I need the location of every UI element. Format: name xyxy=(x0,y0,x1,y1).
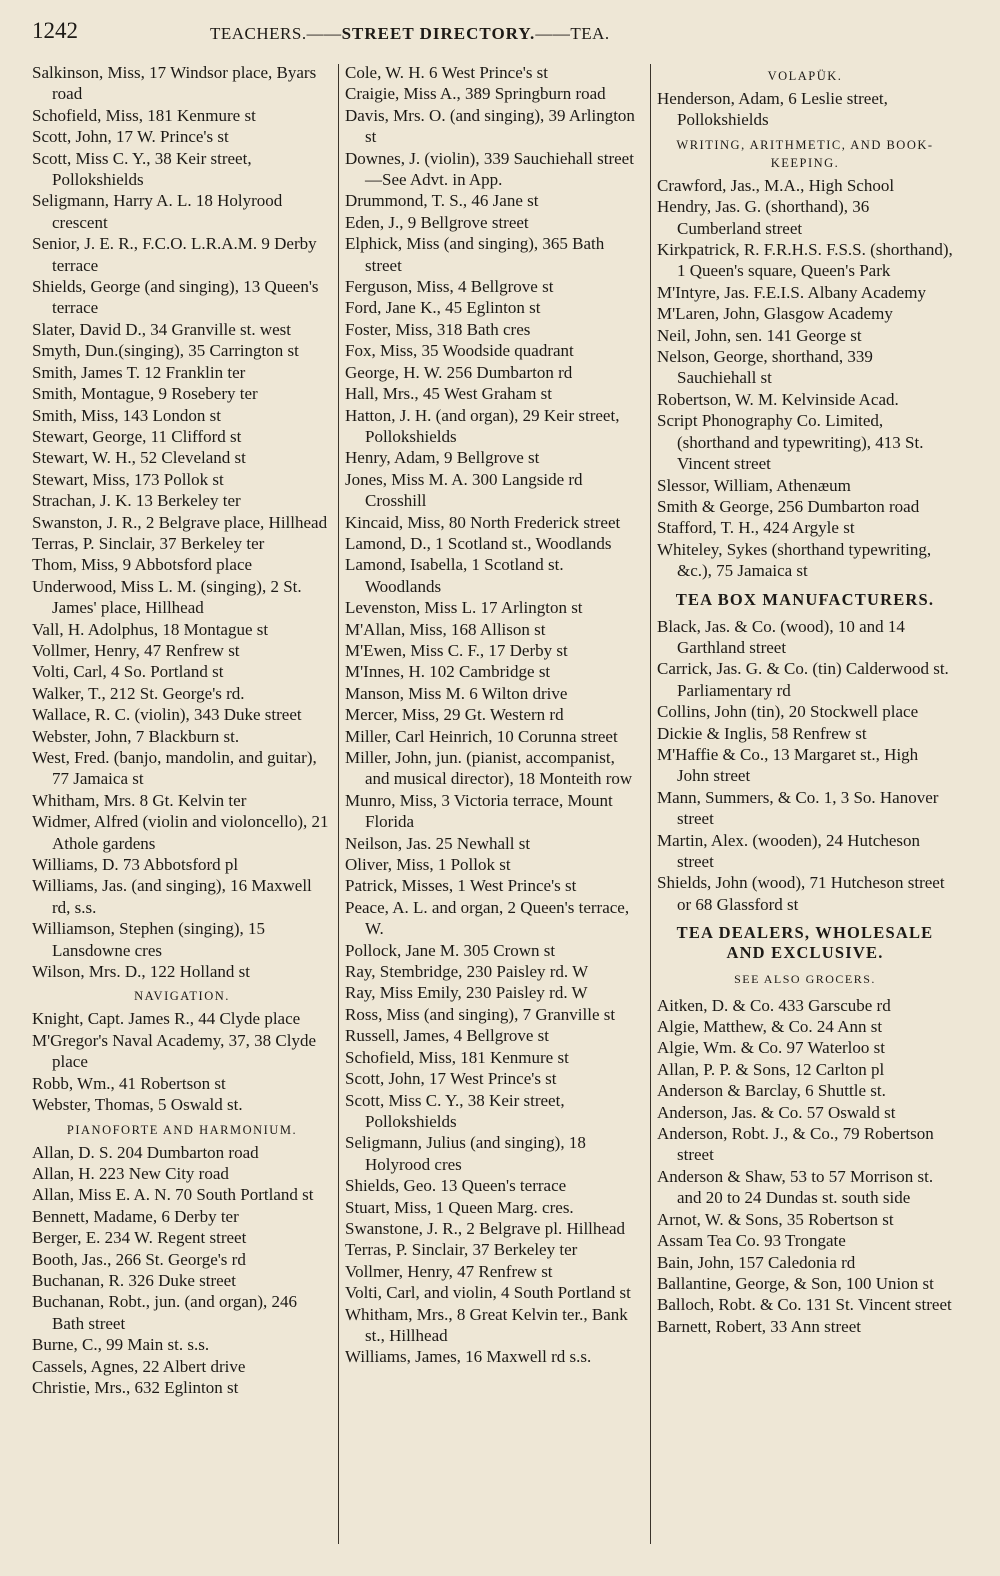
directory-entry: Scott, Miss C. Y., 38 Keir street, Pollokshields xyxy=(345,1090,565,1131)
directory-entry: Levenston, Miss L. 17 Arlington st xyxy=(345,598,583,618)
directory-entry: Salkinson, Miss, 17 Windsor place, Byars road xyxy=(32,63,317,104)
directory-entry: Knight, Capt. James R., 44 Clyde place xyxy=(32,1009,301,1029)
directory-entry: Henderson, Adam, 6 Leslie street, Pollokshields xyxy=(657,89,888,130)
page-number: 1242 xyxy=(32,18,78,43)
directory-entry: Ray, Stembridge, 230 Paisley rd. W xyxy=(345,962,589,982)
directory-entry: Whitham, Mrs. 8 Gt. Kelvin ter xyxy=(32,790,247,810)
directory-entry: Webster, Thomas, 5 Oswald st. xyxy=(32,1095,243,1115)
directory-entry: Lamond, D., 1 Scotland st., Woodlands xyxy=(345,533,612,553)
directory-entry: Mann, Summers, & Co. 1, 3 So. Hanover street xyxy=(657,787,939,829)
directory-entry: Collins, John (tin), 20 Stockwell place xyxy=(657,702,919,722)
directory-entry: Buchanan, R. 326 Duke street xyxy=(32,1270,236,1290)
directory-entry: Dickie & Inglis, 58 Renfrew st xyxy=(657,723,867,743)
directory-entry: Swanston, J. R., 2 Belgrave place, Hillhead xyxy=(32,512,328,532)
running-head-left: TEACHERS. xyxy=(210,24,307,43)
directory-entry: Seligmann, Julius (and singing), 18 Holyrood cres xyxy=(345,1133,586,1174)
directory-entry: Schofield, Miss, 181 Kenmure st xyxy=(32,105,256,125)
directory-entry: Schofield, Miss, 181 Kenmure st xyxy=(345,1047,569,1067)
directory-entry: Scott, John, 17 W. Prince's st xyxy=(32,127,229,147)
directory-entry: Bennett, Madame, 6 Derby ter xyxy=(32,1206,239,1226)
directory-entry: Burne, C., 99 Main st. s.s. xyxy=(32,1335,210,1355)
directory-entry: Peace, A. L. and organ, 2 Queen's terrace, W. xyxy=(345,897,630,939)
directory-entry: Algie, Wm. & Co. 97 Waterloo st xyxy=(657,1038,885,1058)
directory-entry: Shields, Geo. 13 Queen's terrace xyxy=(345,1176,567,1196)
directory-entry: Allan, P. P. & Sons, 12 Carlton pl xyxy=(657,1059,885,1079)
directory-entry: West, Fred. (banjo, mandolin, and guitar), 77 Jamaica st xyxy=(32,748,317,789)
directory-entry: M'Innes, H. 102 Cambridge st xyxy=(345,662,551,682)
directory-entry: Buchanan, Robt., jun. (and organ), 246 Bath street xyxy=(32,1292,298,1333)
directory-entry: Davis, Mrs. O. (and singing), 39 Arlington st xyxy=(345,105,635,147)
directory-entry: Stewart, Miss, 173 Pollok st xyxy=(32,469,224,489)
directory-entry: Miller, Carl Heinrich, 10 Corunna street xyxy=(345,726,618,746)
section-heading: VOLAPÜK. xyxy=(767,69,843,83)
section-heading: NAVIGATION. xyxy=(134,989,230,1004)
directory-entry: Senior, J. E. R., F.C.O. L.R.A.M. 9 Derby terrace xyxy=(32,234,317,275)
directory-entry: Allan, D. S. 204 Dumbarton road xyxy=(32,1142,259,1162)
directory-entry: Lamond, Isabella, 1 Scotland st. Woodlands xyxy=(345,555,564,596)
directory-entry: Bain, John, 157 Caledonia rd xyxy=(657,1252,856,1272)
directory-entry: Smith, Miss, 143 London st xyxy=(32,405,221,425)
directory-entry: Terras, P. Sinclair, 37 Berkeley ter xyxy=(345,1240,578,1260)
trade-heading: TEA BOX MANUFACTURERS. xyxy=(675,589,935,609)
directory-entry: Berger, E. 234 W. Regent street xyxy=(32,1228,247,1248)
directory-entry: Martin, Alex. (wooden), 24 Hutcheson street xyxy=(657,830,920,871)
directory-entry: Drummond, T. S., 46 Jane st xyxy=(345,191,539,211)
cross-reference-note: SEE ALSO GROCERS. xyxy=(734,972,876,987)
directory-entry: Underwood, Miss L. M. (singing), 2 St. James' place, Hillhead xyxy=(32,576,302,618)
directory-entry: Ballantine, George, & Son, 100 Union st xyxy=(657,1273,934,1293)
directory-entry: Walker, T., 212 St. George's rd. xyxy=(32,683,245,703)
directory-entry: Thom, Miss, 9 Abbotsford place xyxy=(32,555,253,575)
directory-entry: Allan, Miss E. A. N. 70 South Portland st xyxy=(32,1185,314,1205)
directory-entry: Robertson, W. M. Kelvinside Acad. xyxy=(657,389,899,409)
directory-entry: Neilson, Jas. 25 Newhall st xyxy=(345,833,531,853)
directory-entry: Vall, H. Adolphus, 18 Montague st xyxy=(32,619,269,639)
directory-entry: Crawford, Jas., M.A., High School xyxy=(657,175,895,195)
directory-entry: Booth, Jas., 266 St. George's rd xyxy=(32,1249,246,1269)
directory-entry: Script Phonography Co. Limited, (shorthand and typewriting), 413 St. Vincent street xyxy=(657,411,924,474)
directory-entry: Aitken, D. & Co. 433 Garscube rd xyxy=(657,995,891,1015)
directory-entry: Swanstone, J. R., 2 Belgrave pl. Hillhead xyxy=(345,1218,625,1238)
directory-entry: Shields, John (wood), 71 Hutcheson street or 68 Glassford st xyxy=(657,873,945,914)
directory-column-right xyxy=(657,62,953,1562)
directory-entry: Algie, Matthew, & Co. 24 Ann st xyxy=(657,1017,883,1037)
directory-entry: Downes, J. (violin), 339 Sauchiehall street—See Advt. in App. xyxy=(345,148,634,190)
directory-entry: Widmer, Alfred (violin and violoncello), 21 Athole gardens xyxy=(32,812,329,853)
directory-entry: Stewart, W. H., 52 Cleveland st xyxy=(32,448,246,468)
directory-entry: Robb, Wm., 41 Robertson st xyxy=(32,1073,226,1093)
trade-heading: TEA DEALERS, WHOLESALE AND EXCLUSIVE. xyxy=(676,923,934,963)
directory-entry: Vollmer, Henry, 47 Renfrew st xyxy=(345,1261,553,1281)
directory-entry: Anderson & Barclay, 6 Shuttle st. xyxy=(657,1081,886,1101)
directory-entry: Anderson & Shaw, 53 to 57 Morrison st. and 20 to 24 Dundas st. south side xyxy=(657,1166,934,1208)
directory-entry: Ray, Miss Emily, 230 Paisley rd. W xyxy=(345,983,588,1003)
running-head-right: TEA. xyxy=(570,24,610,43)
directory-entry: Wallace, R. C. (violin), 343 Duke street xyxy=(32,705,302,725)
directory-entry: Elphick, Miss (and singing), 365 Bath street xyxy=(345,234,605,275)
directory-entry: Stafford, T. H., 424 Argyle st xyxy=(657,518,855,538)
directory-entry: M'Intyre, Jas. F.E.I.S. Albany Academy xyxy=(657,282,926,302)
directory-entry: Shields, George (and singing), 13 Queen's terrace xyxy=(32,277,319,318)
directory-entry: Smyth, Dun.(singing), 35 Carrington st xyxy=(32,341,299,361)
directory-entry: Anderson, Robt. J., & Co., 79 Robertson street xyxy=(657,1124,934,1165)
directory-entry: Patrick, Misses, 1 West Prince's st xyxy=(345,876,577,896)
directory-entry: Williams, D. 73 Abbotsford pl xyxy=(32,855,239,875)
directory-entry: Mercer, Miss, 29 Gt. Western rd xyxy=(345,705,564,725)
directory-entry: Allan, H. 223 New City road xyxy=(32,1163,229,1183)
column-rule xyxy=(650,64,651,1544)
running-head xyxy=(210,24,610,44)
running-head-dash: —— xyxy=(306,24,342,43)
directory-entry: Williams, Jas. (and singing), 16 Maxwell rd, s.s. xyxy=(32,876,312,917)
directory-entry: Oliver, Miss, 1 Pollok st xyxy=(345,855,511,875)
directory-entry: M'Haffie & Co., 13 Margaret st., High John street xyxy=(657,744,919,786)
directory-entry: Munro, Miss, 3 Victoria terrace, Mount Florida xyxy=(345,790,613,832)
directory-entry: Strachan, J. K. 13 Berkeley ter xyxy=(32,491,241,511)
directory-entry: Ferguson, Miss, 4 Bellgrove st xyxy=(345,277,554,297)
running-head-center: STREET DIRECTORY. xyxy=(341,24,536,43)
directory-entry: Christie, Mrs., 632 Eglinton st xyxy=(32,1377,239,1397)
directory-entry: Webster, John, 7 Blackburn st. xyxy=(32,726,240,746)
directory-entry: Henry, Adam, 9 Bellgrove st xyxy=(345,448,540,468)
section-heading: PIANOFORTE AND HARMONIUM. xyxy=(66,1122,298,1137)
section-heading: WRITING, ARITHMETIC, AND BOOK-KEEPING. xyxy=(676,137,934,170)
directory-entry: George, H. W. 256 Dumbarton rd xyxy=(345,362,573,382)
directory-entry: Slessor, William, Athenæum xyxy=(657,475,851,495)
directory-entry: Whitham, Mrs., 8 Great Kelvin ter., Bank st., Hillhead xyxy=(345,1304,628,1345)
directory-entry: Neil, John, sen. 141 George st xyxy=(657,325,862,345)
directory-entry: M'Gregor's Naval Academy, 37, 38 Clyde place xyxy=(32,1030,317,1072)
directory-entry: Hatton, J. H. (and organ), 29 Keir street, Pollokshields xyxy=(345,405,620,446)
directory-entry: Stuart, Miss, 1 Queen Marg. cres. xyxy=(345,1197,574,1217)
directory-entry: Wilson, Mrs. D., 122 Holland st xyxy=(32,962,250,982)
directory-entry: Craigie, Miss A., 389 Springburn road xyxy=(345,84,606,104)
directory-entry: Pollock, Jane M. 305 Crown st xyxy=(345,940,556,960)
directory-entry: Hendry, Jas. G. (shorthand), 36 Cumberland street xyxy=(657,197,870,238)
directory-entry: Kirkpatrick, R. F.R.H.S. F.S.S. (shorthand), 1 Queen's square, Queen's Park xyxy=(657,240,953,281)
directory-entry: Smith, Montague, 9 Rosebery ter xyxy=(32,384,258,404)
directory-entry: Smith, James T. 12 Franklin ter xyxy=(32,362,246,382)
directory-entry: Stewart, George, 11 Clifford st xyxy=(32,426,242,446)
directory-entry: Vollmer, Henry, 47 Renfrew st xyxy=(32,640,240,660)
directory-entry: Williamson, Stephen (singing), 15 Lansdowne cres xyxy=(32,919,266,960)
directory-entry: Scott, Miss C. Y., 38 Keir street, Pollokshields xyxy=(32,148,252,190)
directory-entry: Manson, Miss M. 6 Wilton drive xyxy=(345,683,568,703)
directory-entry: Anderson, Jas. & Co. 57 Oswald st xyxy=(657,1102,896,1122)
running-head-dash: —— xyxy=(535,24,571,43)
directory-entry: Eden, J., 9 Bellgrove street xyxy=(345,212,529,232)
directory-entry: Cole, W. H. 6 West Prince's st xyxy=(345,63,549,82)
directory-entry: Slater, David D., 34 Granville st. west xyxy=(32,319,291,339)
directory-entry: Cassels, Agnes, 22 Albert drive xyxy=(32,1356,246,1376)
directory-entry: Russell, James, 4 Bellgrove st xyxy=(345,1026,549,1046)
directory-entry: Volti, Carl, and violin, 4 South Portland st xyxy=(345,1283,631,1303)
directory-column-middle xyxy=(345,62,641,1562)
directory-entry: Terras, P. Sinclair, 37 Berkeley ter xyxy=(32,533,265,553)
directory-entry: Kincaid, Miss, 80 North Frederick street xyxy=(345,512,621,532)
directory-entry: Arnot, W. & Sons, 35 Robertson st xyxy=(657,1209,894,1229)
directory-entry: Ford, Jane K., 45 Eglinton st xyxy=(345,298,541,318)
directory-entry: Assam Tea Co. 93 Trongate xyxy=(657,1231,846,1251)
directory-entry: Ross, Miss (and singing), 7 Granville st xyxy=(345,1004,616,1024)
directory-entry: Hall, Mrs., 45 West Graham st xyxy=(345,384,553,404)
directory-entry: Whiteley, Sykes (shorthand typewriting, &c.), 75 Jamaica st xyxy=(657,539,932,581)
directory-entry: M'Ewen, Miss C. F., 17 Derby st xyxy=(345,640,568,660)
directory-entry: Barnett, Robert, 33 Ann street xyxy=(657,1316,861,1336)
directory-entry: Scott, John, 17 West Prince's st xyxy=(345,1069,557,1089)
directory-entry: M'Allan, Miss, 168 Allison st xyxy=(345,619,546,639)
directory-entry: Carrick, Jas. G. & Co. (tin) Calderwood st. Parliamentary rd xyxy=(657,659,949,700)
directory-entry: Jones, Miss M. A. 300 Langside rd Crosshill xyxy=(345,469,583,511)
directory-entry: Balloch, Robt. & Co. 131 St. Vincent street xyxy=(657,1295,952,1315)
directory-entry: Miller, John, jun. (pianist, accompanist, and musical director), 18 Monteith row xyxy=(345,748,633,789)
directory-column-left xyxy=(32,62,332,1562)
directory-entry: Seligmann, Harry A. L. 18 Holyrood crescent xyxy=(32,191,283,232)
directory-entry: Williams, James, 16 Maxwell rd s.s. xyxy=(345,1347,592,1367)
directory-entry: Black, Jas. & Co. (wood), 10 and 14 Garthland street xyxy=(657,616,905,657)
column-rule xyxy=(338,64,339,1544)
directory-entry: Foster, Miss, 318 Bath cres xyxy=(345,319,531,339)
directory-entry: M'Laren, John, Glasgow Academy xyxy=(657,304,893,324)
directory-entry: Nelson, George, shorthand, 339 Sauchiehall st xyxy=(657,347,873,388)
directory-entry: Volti, Carl, 4 So. Portland st xyxy=(32,662,224,682)
directory-entry: Smith & George, 256 Dumbarton road xyxy=(657,496,920,516)
directory-entry: Fox, Miss, 35 Woodside quadrant xyxy=(345,341,574,361)
